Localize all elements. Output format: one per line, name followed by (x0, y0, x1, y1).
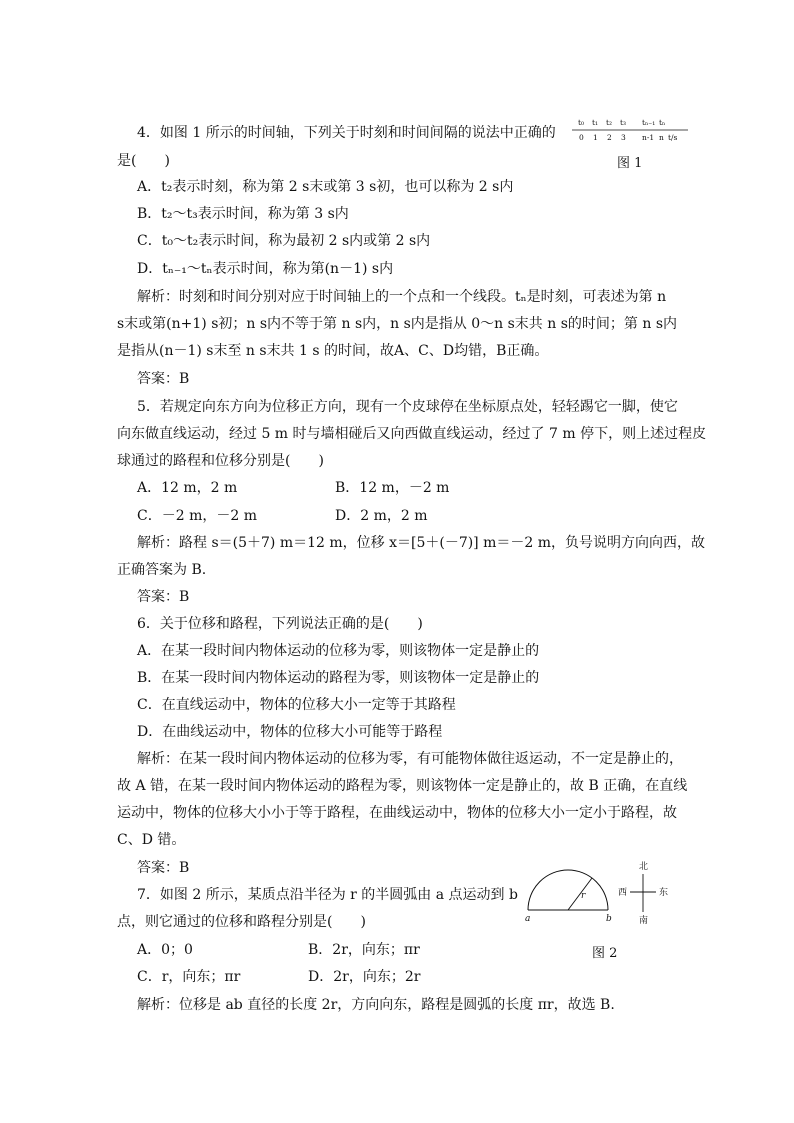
q7-option-a: A．0；0 (137, 942, 193, 958)
radius-label: r (581, 891, 586, 901)
axis-label-0: 0 (579, 133, 584, 142)
q6-option-b: B．在某一段时间内物体运动的路程为零，则该物体一定是静止的 (137, 670, 540, 686)
q7-analysis: 解析：位移是 ab 直径的长度 2r，方向向东，路程是圆弧的长度 πr，故选 B. (137, 997, 615, 1013)
q5-answer: 答案：B (137, 589, 190, 605)
q6-analysis-line2: 故 A 错，在某一段时间内物体运动的路程为零，则该物体一定是静止的，故 B 正确，在直线 (117, 778, 688, 794)
tick-label-t3: t₃ (620, 118, 627, 127)
q5-option-b: B．12 m，－2 m (335, 480, 450, 496)
q4-answer: 答案：B (137, 371, 190, 387)
q5-stem-line2: 向东做直线运动，经过 5 m 时与墙相碰后又向西做直线运动，经过了 7 m 停下，则上述过程皮 (117, 426, 707, 442)
q7-stem: 7．如图 2 所示，某质点沿半径为 r 的半圆弧由 a 点运动到 b (137, 887, 518, 903)
q4-stem: 4．如图 1 所示的时间轴，下列关于时刻和时间间隔的说法中正确的 (137, 125, 556, 141)
radius-line (568, 878, 592, 910)
point-a-label: a (525, 914, 531, 924)
tick-label-tn: tₙ (659, 118, 666, 127)
q7-option-c: C．r，向东；πr (137, 969, 241, 985)
axis-label-1: 1 (593, 133, 598, 142)
q7-option-d: D．2r，向东；2r (308, 969, 421, 985)
timeline-figure (568, 114, 692, 148)
tick-label-t0: t₀ (578, 118, 585, 127)
q4-stem-cont: 是( ) (117, 153, 170, 169)
q4-option-b: B．t₂～t₃表示时间，称为第 3 s内 (137, 206, 349, 222)
figure-2-caption: 图 2 (592, 946, 618, 961)
axis-label-n-1: n-1 (642, 133, 655, 142)
q4-analysis-line1: 解析：时刻和时间分别对应于时间轴上的一个点和一个线段。tₙ是时刻，可表述为第 n (137, 289, 667, 305)
compass-west: 西 (618, 888, 628, 898)
q4-option-d: D．tₙ₋₁～tₙ表示时间，称为第(n－1) s内 (137, 261, 394, 277)
compass-east: 东 (659, 888, 669, 898)
q7-option-b: B．2r，向东；πr (308, 942, 420, 958)
q5-stem-line3: 球通过的路程和位移分别是( ) (117, 453, 324, 469)
q5-analysis-line2: 正确答案为 B. (117, 562, 207, 578)
q4-option-a: A．t₂表示时刻，称为第 2 s末或第 3 s初，也可以称为 2 s内 (137, 179, 514, 195)
q5-analysis-line1: 解析：路程 s＝(5＋7) m＝12 m，位移 x＝[5＋(－7)] m＝－2 m，负号说明方向向西，故 (137, 535, 706, 551)
q4-analysis-line3: 是指从(n－1) s末至 n s末共 1 s 的时间，故A、C、D均错，B正确。 (117, 343, 549, 359)
tick-label-t2: t₂ (606, 118, 613, 127)
q6-option-c: C．在直线运动中，物体的位移大小一定等于其路程 (137, 697, 456, 713)
compass-north: 北 (639, 862, 649, 872)
semicircle-figure (522, 858, 692, 926)
compass-south: 南 (639, 916, 649, 926)
axis-unit: t/s (668, 133, 678, 142)
tick-label-tn-1: tₙ₋₁ (642, 118, 656, 127)
q6-analysis-line1: 解析：在某一段时间内物体运动的位移为零，有可能物体做往返运动，不一定是静止的， (137, 751, 683, 767)
tick-label-t1: t₁ (592, 118, 599, 127)
axis-label-2: 2 (607, 133, 612, 142)
q7-stem-cont: 点，则它通过的位移和路程分别是( ) (117, 914, 366, 930)
q6-stem: 6．关于位移和路程，下列说法正确的是( ) (137, 616, 423, 632)
q6-option-d: D．在曲线运动中，物体的位移大小可能等于路程 (137, 724, 443, 740)
q5-stem-line1: 5．若规定向东方向为位移正方向，现有一个皮球停在坐标原点处，轻轻踢它一脚，使它 (137, 399, 678, 415)
semicircle-arc (528, 870, 608, 910)
q5-option-c: C．－2 m，－2 m (137, 508, 257, 524)
q6-analysis-line3: 运动中，物体的位移大小小于等于路程，在曲线运动中，物体的位移大小一定小于路程，故 (117, 805, 677, 821)
point-b-label: b (606, 914, 612, 924)
q6-analysis-line4: C、D 错。 (117, 832, 186, 848)
q4-option-c: C．t₀～t₂表示时间，称为最初 2 s内或第 2 s内 (137, 233, 431, 249)
q6-answer: 答案：B (137, 860, 190, 876)
axis-label-3: 3 (621, 133, 626, 142)
q5-option-a: A．12 m，2 m (137, 480, 238, 496)
figure-1-caption: 图 1 (617, 156, 643, 171)
q4-analysis-line2: s末或第(n+1) s初；n s内不等于第 n s内，n s内是指从 0～n s末共 n s的时间；第 n s内 (117, 316, 678, 332)
q5-option-d: D．2 m，2 m (335, 508, 428, 524)
axis-label-n: n (659, 133, 664, 142)
q6-option-a: A．在某一段时间内物体运动的位移为零，则该物体一定是静止的 (137, 643, 540, 659)
